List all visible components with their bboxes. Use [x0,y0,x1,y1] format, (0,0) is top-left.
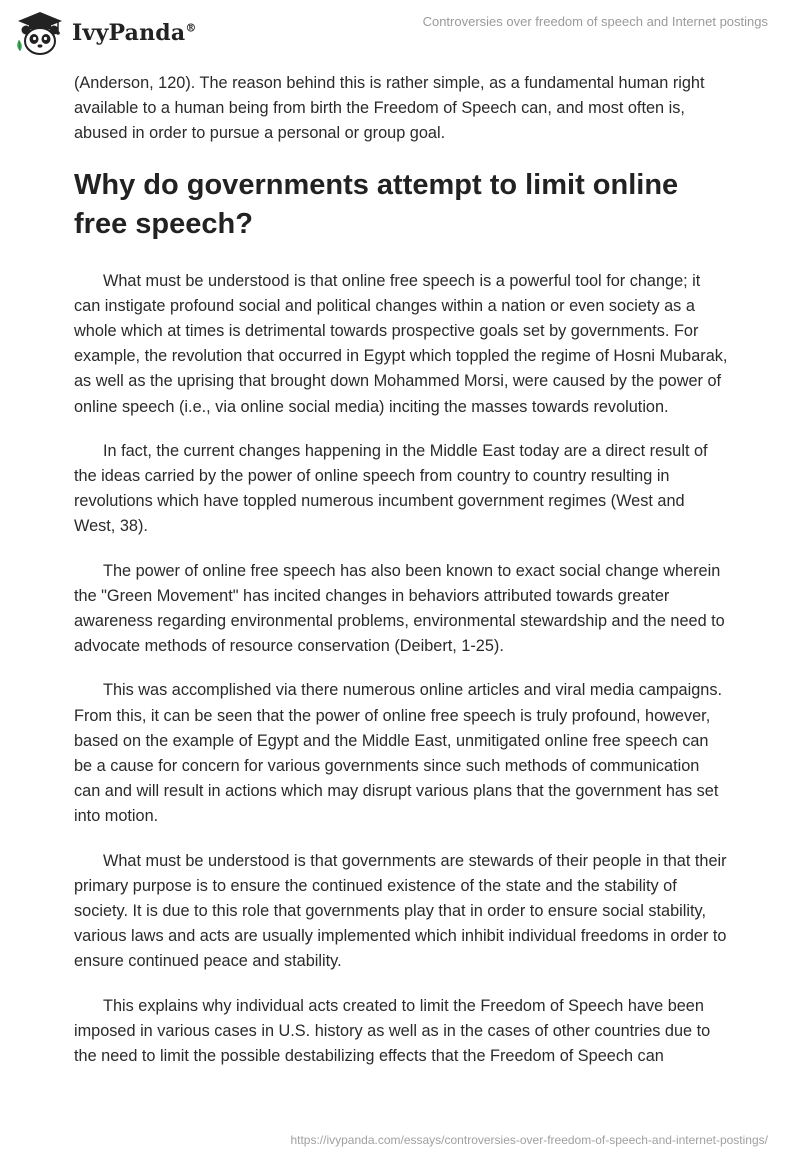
logo-text: IvyPanda [72,20,186,46]
section-heading: Why do governments attempt to limit online free speech? [74,168,679,240]
document-title: Controversies over freedom of speech and Internet postings [422,14,768,29]
site-logo[interactable] [14,8,197,58]
panda-graduate-icon [14,10,66,56]
registered-mark: ® [185,21,197,35]
page-header [0,0,800,66]
body-paragraph: What must be understood is that governments are stewards of their people in that their primary purpose is to ensure the continued existence of the state and the stability of society. It is due to this role that governments play that in order to ensure social stability, various laws and acts are usually implemented which inhibit individual freedoms in order to ensure continued peace and stability. [74,851,727,971]
essay-body [74,71,730,1088]
body-paragraph: In fact, the current changes happening in the Middle East today are a direct result of the ideas carried by the power of online speech from country to country resulting in revolutions which have toppled numerous incumbent government regimes (West and West, 38). [74,441,708,536]
body-paragraph: What must be understood is that online free speech is a powerful tool for change; it can instigate profound social and political changes within a nation or even society as a whole which at times is detrimental towards prospective goals set by governments. For example, the revolution that occurred in Egypt which toppled the regime of Hosni Mubarak, as well as the uprising that brought down Mohammed Morsi, were caused by the power of online speech (i.e., via online social media) inciting the masses towards revolution. [74,271,728,416]
source-url[interactable]: https://ivypanda.com/essays/controversies-over-freedom-of-speech-and-internet-postings/ [290,1133,768,1147]
body-paragraph: This was accomplished via there numerous online articles and viral media campaigns. From this, it can be seen that the power of online free speech is truly profound, however, based on the example of Egypt and the Middle East, unmitigated online free speech can be a cause for concern for various governments since such methods of communication can and will result in actions which may disrupt various plans that the government has set into motion. [74,681,722,826]
body-paragraph: The power of online free speech has also been known to exact social change wherein the "Green Movement" has incited changes in behaviors attributed towards greater awareness regarding environmental problems, environmental stewardship and the need to advocate methods of resource conservation (Deibert, 1-25). [74,561,725,656]
body-paragraph: This explains why individual acts created to limit the Freedom of Speech have been imposed in various cases in U.S. history as well as in the cases of other countries due to the need to limit the possible destabilizing effects that the Freedom of Speech can [74,996,711,1066]
intro-paragraph: (Anderson, 120). The reason behind this is rather simple, as a fundamental human right available to a human being from birth the Freedom of Speech can, and most often is, abused in order to pursue a personal or group goal. [74,74,705,143]
